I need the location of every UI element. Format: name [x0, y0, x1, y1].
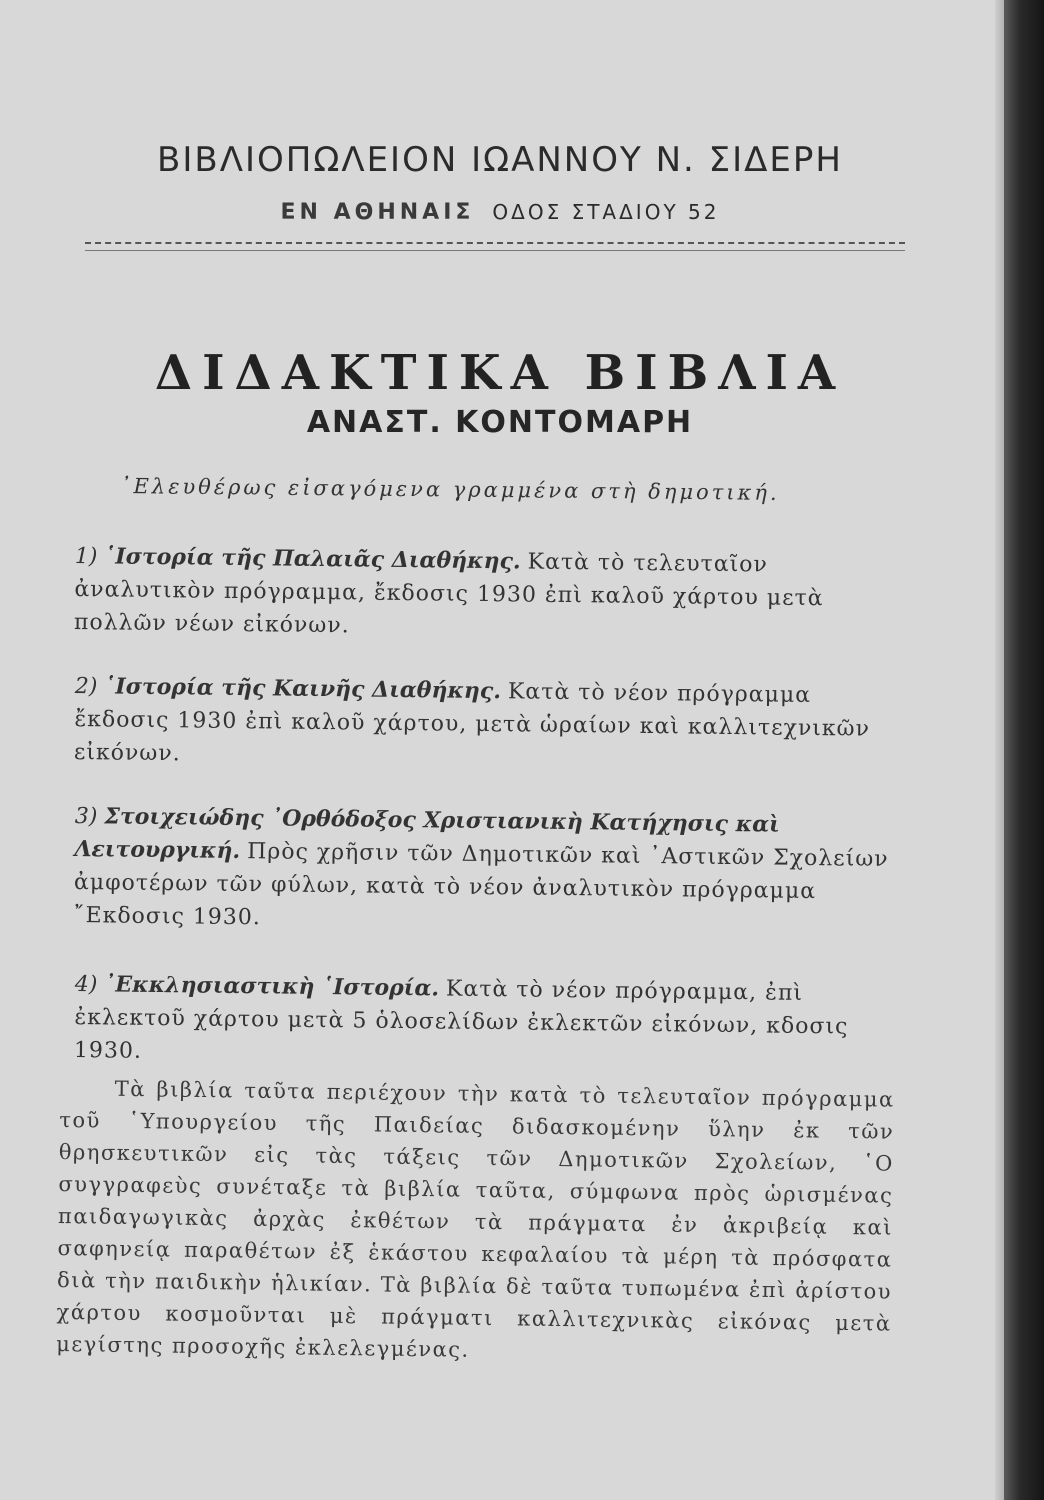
- item-title: ᾿Εκκλησιαστικὴ ῾Ιστορία.: [104, 971, 440, 1002]
- author-name: ΑΝΑΣΤ. ΚΟΝΤΟΜΑΡΗ: [306, 405, 694, 440]
- item-number: 4): [74, 971, 98, 998]
- item-title: ῾Ιστορία τῆς Καινῆς Διαθήκης.: [104, 673, 502, 705]
- book-list-item: [74, 670, 905, 779]
- publisher-name: ΒΙΒΛΙΟΠΩΛΕΙΟΝ ΙΩΑΝΝΟΥ Ν. ΣΙΔΕΡΗ: [157, 140, 843, 180]
- publisher-address: [0, 200, 1000, 225]
- item-number: 2): [74, 673, 98, 700]
- publisher-city: ΕΝ ΑΘΗΝΑΙΣ: [280, 200, 475, 225]
- item-title: Στοιχειώδης ᾿Ορθόδοξος Χριστιανικὴ Κατήχησις καὶ Λειτουργική.: [74, 803, 780, 865]
- item-number: 3): [74, 803, 98, 830]
- item-description: Κατὰ τὸ νέον πρόγραμμα ἔκδοσις 1930 ἐπὶ καλοῦ χάρτου, μετὰ ὡραίων καὶ καλλιτεχνικῶν εἰκόνων.: [73, 679, 871, 767]
- page-title: ΔΙΔΑΚΤΙΚΑ ΒΙΒΛΙΑ: [154, 345, 846, 401]
- book-list-item: [73, 800, 905, 942]
- item-number: 1): [74, 543, 98, 570]
- book-list-item: [74, 968, 905, 1077]
- page-subtitle: ᾿Ελευθέρως εἰσαγόμενα γραμμένα στὴ δημοτική.: [119, 474, 780, 505]
- book-list-item: [74, 540, 905, 649]
- book-binding: [1004, 0, 1044, 1500]
- closing-paragraph: Τὰ βιβλία ταῦτα περιέχουν τὴν κατὰ τὸ τελευταῖον πρόγραμμα τοῦ ῾Υπουργείου τῆς Παιδείας διδασκομένην ὕλην ἐκ τῶν θρησκευτικῶν εἰς τὰς τάξεις τῶν Δημοτικῶν Σχολείων, ῾Ο συγγραφεὺς συνέταξε τὰ βιβλία ταῦτα, σύμφωνα πρὸς ὡρισμένας παιδαγωγικὰς ἀρχὰς ἐκθέτων τὰ πράγματα ἐν ἀκριβείᾳ καὶ σαφηνείᾳ παραθέτων ἐξ ἑκάστου κεφαλαίου τὰ μέρη τὰ πρόσφατα διὰ τὴν παιδικὴν ἡλικίαν. Τὰ βιβλία δὲ ταῦτα τυπωμένα ἐπὶ ἀρίστου χάρτου κοσμοῦνται μὲ πράγματι καλλιτεχνικὰς εἰκόνας μετὰ μεγίστης προσοχῆς ἐκλελεγμένας.: [56, 1076, 895, 1362]
- item-title: ῾Ιστορία τῆς Παλαιᾶς Διαθήκης.: [104, 543, 521, 575]
- header-divider: [85, 242, 905, 244]
- item-description: Κατὰ τὸ νέον πρόγραμμα, ἐπὶ ἐκλεκτοῦ χάρτου μετὰ 5 ὁλοσελίδων ἐκλεκτῶν εἰκόνων, κδοσις 1930.: [73, 976, 849, 1064]
- item-description: Κατὰ τὸ τελευταῖον ἀναλυτικὸν πρόγραμμα, ἔκδοσις 1930 ἐπὶ καλοῦ χάρτου μετὰ πολλῶν νέων εἰκόνων.: [73, 549, 824, 639]
- publisher-street: ΟΔΟΣ ΣΤΑΔΙΟΥ 52: [492, 200, 720, 224]
- item-description: Πρὸς χρῆσιν τῶν Δημοτικῶν καὶ ᾿Αστικῶν Σχολείων ἀμφοτέρων τῶν φύλων, κατὰ τὸ νέον ἀναλυτικὸν πρόγραμμα ῎Εκδοσις 1930.: [73, 839, 889, 931]
- header-divider-secondary: [85, 250, 905, 251]
